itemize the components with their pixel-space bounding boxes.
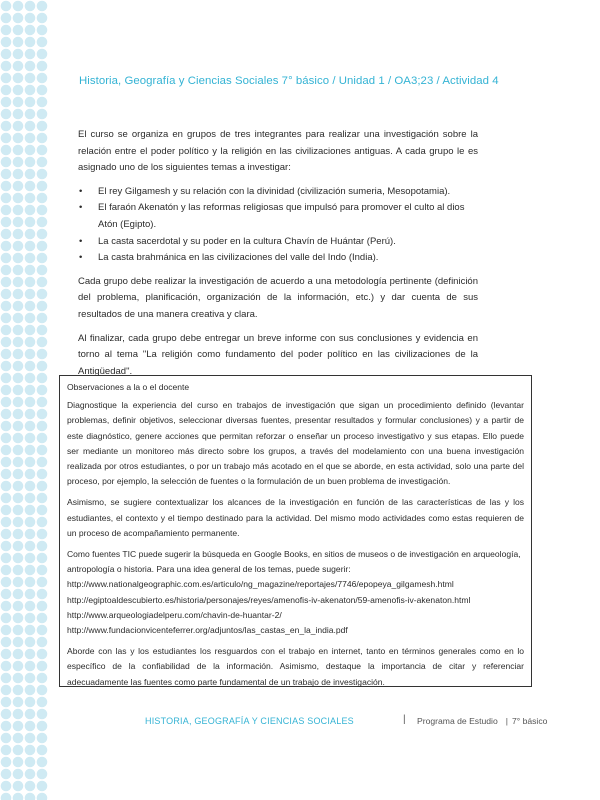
breadcrumb: Historia, Geografía y Ciencias Sociales 7° básico / Unidad 1 / OA3;23 / Actividad 4 [79,75,499,87]
footer-separator: | [505,716,508,726]
activity-description [78,127,478,387]
source-link[interactable]: http://www.fundacionvicenteferrer.org/adjuntos/las_castas_en_la_india.pdf [67,625,348,636]
intro-paragraph: El curso se organiza en grupos de tres integrantes para realizar una investigación sobre la relación entre el poder político y la religión en las civilizaciones antiguas. A cada grupo le es asignado uno de los siguientes temas a investigar: [78,129,478,174]
methodology-paragraph: Cada grupo debe realizar la investigación de acuerdo a una metodología pertinente (definición del problema, planificación, organización de la información, etc.) y dar cuenta de sus resultados de una manera creativa y clara. [78,275,478,320]
observations-title: Observaciones a la o el docente [67,382,190,392]
topic-list [78,184,478,267]
teacher-observations-box [59,375,532,687]
footer-grade: 7° básico [511,716,548,726]
footer-separator: | [403,714,406,725]
observations-paragraph: Diagnostique la experiencia del curso en trabajos de investigación que sigan un procedimiento definido (levantar problemas, definir objetivos, seleccionar diversas fuentes, presentar resultados y formular conclusiones) y a partir de este diagnóstico, genere acciones que permitan reforzar o enseñar un proceso investigativo y sus etapas. Ello puede ser mediante un monitoreo más directo sobre los grupos, a través del modelamiento con una buena investigación realizada por otros estudiantes, o por un trabajo más acotado en el que se aborde, en esta actividad, solo una parte del proceso, por ejemplo, la selección de fuentes o la formulación de un buen problema de investigación. [67,400,524,487]
report-paragraph: Al finalizar, cada grupo debe entregar un breve informe con sus conclusiones y evidencia en torno al tema "La religión como fundamento del poder político en las civilizaciones de la Antigüedad". [78,332,478,377]
source-link[interactable]: http://www.nationalgeographic.com.es/articulo/ng_magazine/reportajes/7746/epopeya_gilgamesh.html [67,579,454,590]
decorative-dot-strip [0,0,50,800]
topic-item: • El faraón Akenatón y las reformas religiosas que impulsó para promover el culto al dios Atón (Egipto). [78,200,478,233]
observations-paragraph: Como fuentes TIC puede sugerir la búsqueda en Google Books, en sitios de museos o de investigación en arqueología, antropología o historia. Para una idea general de los temas, puede sugerir: [67,549,521,575]
observations-paragraph: Asimismo, se sugiere contextualizar los alcances de la investigación en función de las características de las y los estudiantes, el contexto y el tiempo destinado para la actividad. Del mismo modo actividades como estas requieren de un proceso de acompañamiento permanente. [67,497,524,538]
topic-item: • La casta sacerdotal y su poder en la cultura Chavín de Huántar (Perú). [78,234,478,251]
footer-program-label: Programa de Estudio [417,716,498,726]
link-list [67,577,524,638]
source-link[interactable]: http://egiptoaldescubierto.es/historia/personajes/reyes/amenofis-iv-akenaton/59-amenofis-iv-akenaton.html [67,594,471,605]
source-link[interactable]: http://www.arqueologiadelperu.com/chavin-de-huantar-2/ [67,609,282,620]
footer-subject: HISTORIA, GEOGRAFÍA Y CIENCIAS SOCIALES [145,716,354,726]
observations-paragraph: Aborde con las y los estudiantes los resguardos con el trabajo en internet, tanto en términos generales como en lo específico de la confiabilidad de la información. Asimismo, destaque la importancia de citar y referenciar adecuadamente las fuentes como parte fundamental de un trabajo de investigación. [67,646,524,687]
topic-item: • El rey Gilgamesh y su relación con la divinidad (civilización sumeria, Mesopotamia). [78,184,478,201]
footer-program [417,716,547,726]
topic-item: • La casta brahmánica en las civilizaciones del valle del Indo (India). [78,250,478,267]
